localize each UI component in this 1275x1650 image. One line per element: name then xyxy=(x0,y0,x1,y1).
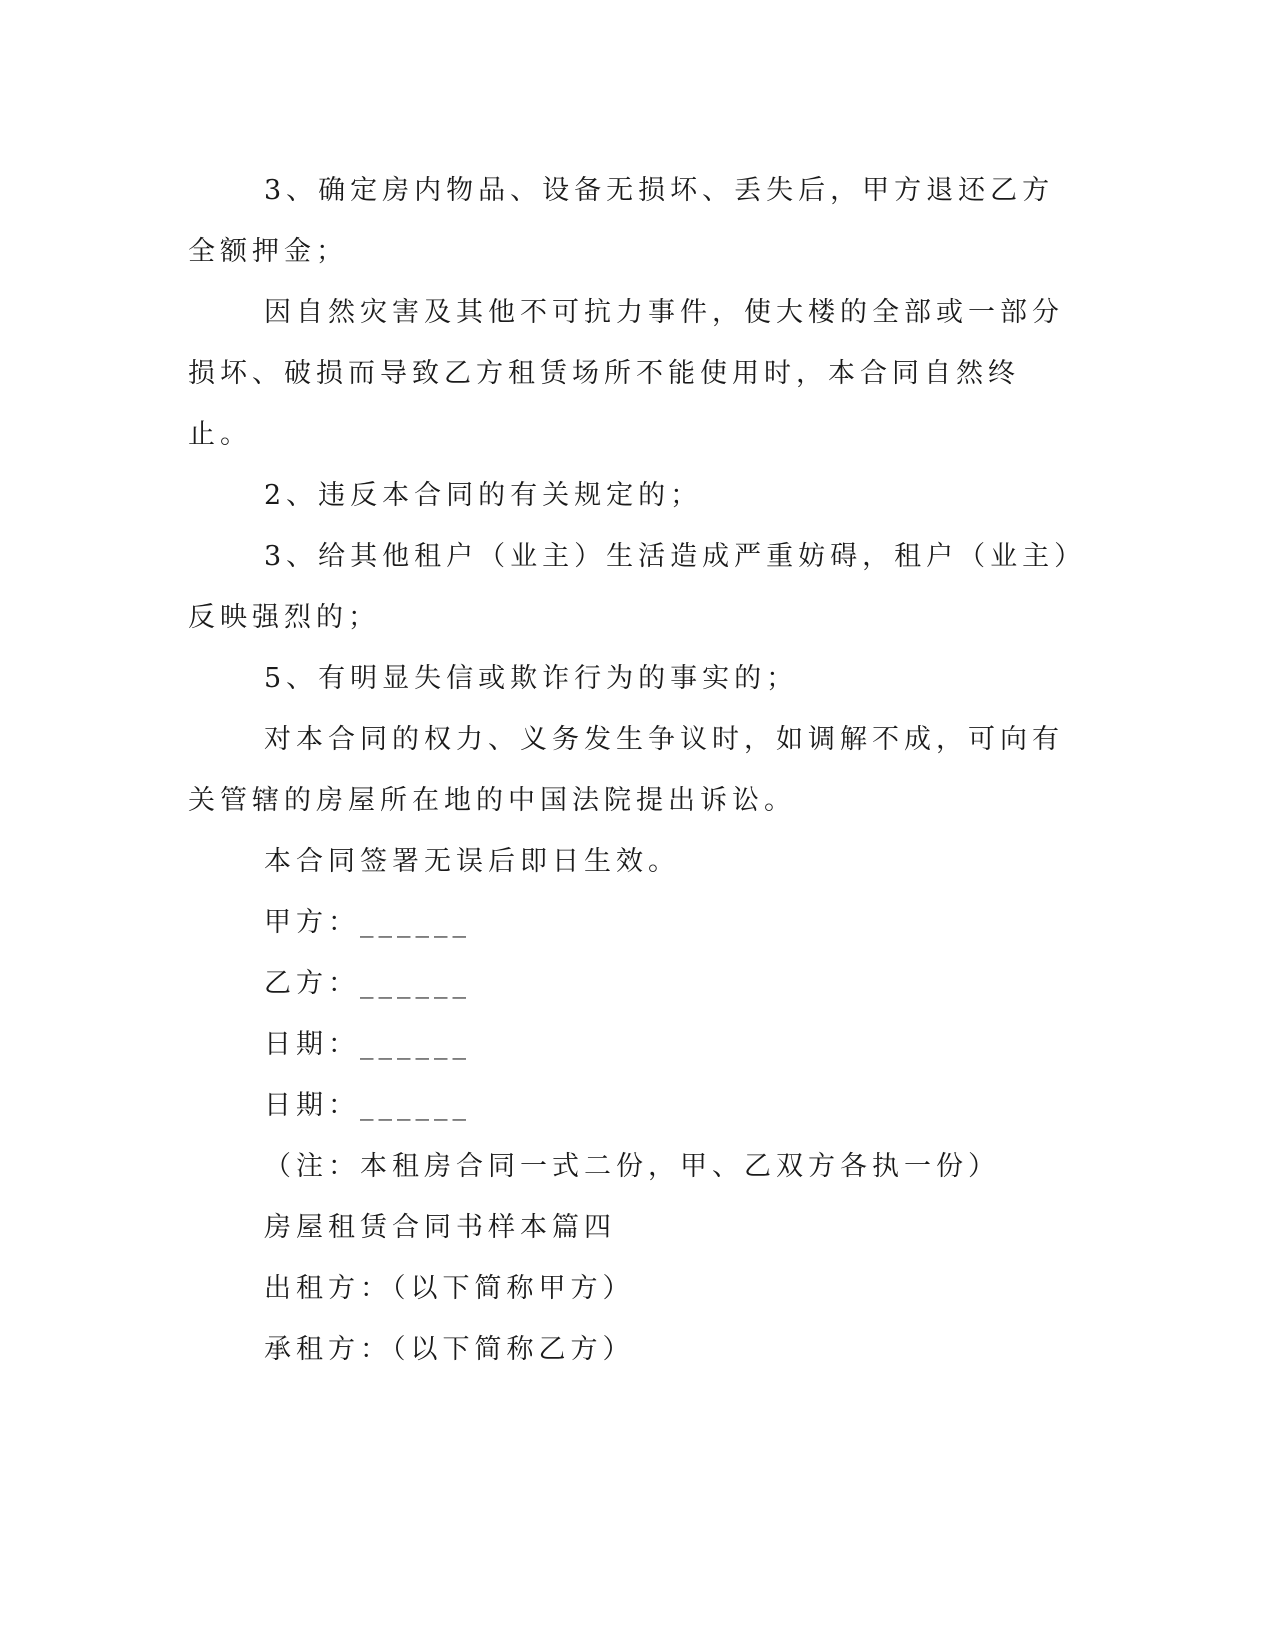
paragraph-fraud: 5、有明显失信或欺诈行为的事实的； xyxy=(264,663,799,694)
paragraph-note: （注：本租房合同一式二份，甲、乙双方各执一份） xyxy=(264,1151,1000,1182)
paragraph-violation: 2、违反本合同的有关规定的； xyxy=(264,480,703,511)
paragraph-dispute: 对本合同的权力、义务发生争议时，如调解不成，可向有关管辖的房屋所在地的中国法院提出诉讼。 xyxy=(188,724,1064,816)
signature-date-1: 日期：______ xyxy=(264,1029,471,1060)
signature-party-a: 甲方：______ xyxy=(264,907,471,938)
signature-party-b: 乙方：______ xyxy=(264,968,471,999)
paragraph-effective: 本合同签署无误后即日生效。 xyxy=(264,846,680,877)
paragraph-disturbance: 3、给其他租户（业主）生活造成严重妨碍，租户（业主）反映强烈的； xyxy=(188,541,1073,633)
signature-date-2: 日期：______ xyxy=(264,1090,471,1121)
paragraph-force-majeure: 因自然灾害及其他不可抗力事件，使大楼的全部或一部分损坏、破损而导致乙方租赁场所不能使用时，本合同自然终止。 xyxy=(188,297,1064,450)
document-body xyxy=(188,160,1078,1380)
section-heading: 房屋租赁合同书样本篇四 xyxy=(264,1212,616,1243)
paragraph-lessor: 出租方：（以下简称甲方） xyxy=(264,1273,635,1304)
paragraph-lessee: 承租方：（以下简称乙方） xyxy=(264,1334,635,1365)
paragraph-deposit-refund: 3、确定房内物品、设备无损坏、丢失后，甲方退还乙方全额押金； xyxy=(188,175,1055,267)
